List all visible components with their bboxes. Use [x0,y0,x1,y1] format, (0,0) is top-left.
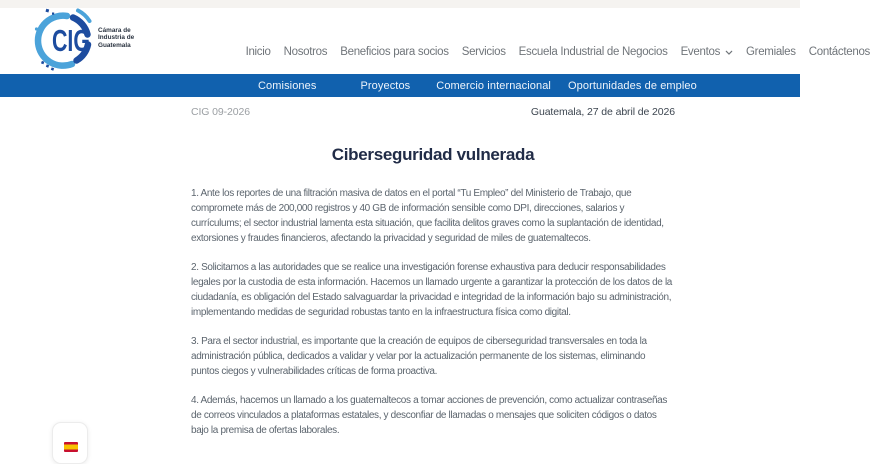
logo-wordmark: CIG [52,23,90,58]
subnav-item-proyectos[interactable]: Proyectos [360,79,411,92]
article-reference: CIG 09-2026 [191,106,251,118]
secondary-nav [0,74,800,97]
subnav-item-comercio-internacional[interactable]: Comercio internacional [436,79,551,92]
subnav-item-oportunidades-empleo[interactable]: Oportunidades de empleo [567,79,697,92]
nav-item-beneficios[interactable]: Beneficios para socios [340,46,449,58]
article-title: Ciberseguridad vulnerada [331,145,535,164]
nav-item-gremiales[interactable]: Gremiales [746,46,796,58]
article-dateline: Guatemala, 27 de abril de 2026 [530,106,675,118]
nav-item-servicios[interactable]: Servicios [461,46,506,58]
main-nav [246,46,870,58]
logo-tagline: Cámara de Industria de Guatemala [98,27,135,49]
article-paragraph: 1. Ante los reportes de una filtración masiva de datos en el portal “Tu Empleo” del Ministerio de Trabajo, que compromete más de 200,000 registros y 40 GB de información sensible como DPI, direcciones, salarios y currículums; el sector industrial lamenta esta situación, que facilita delitos graves como la suplantación de identidad, extorsiones y fraudes financieros, afectando la privacidad y seguridad de miles de guatemaltecos. [191,188,664,244]
nav-item-eventos[interactable]: Eventos [681,46,733,58]
nav-item-escuela[interactable]: Escuela Industrial de Negocios [518,46,668,58]
article-paragraph: 3. Para el sector industrial, es importante que la creación de equipos de ciberseguridad transversales en toda la administración pública, dedicados a validar y velar por la actualización permanente de los sistemas, eliminando puntos ciegos y vulnerabilidades críticas de forma proactiva. [191,336,647,377]
article-paragraph: 2. Solicitamos a las autoridades que se realice una investigación forense exhaustiva para deducir responsabilidades legales por la custodia de esta información. Hacemos un llamado urgente a garantizar la protección de los datos de la ciudadanía, es obligación del Estado salvaguardar la privacidad e integridad de la información bajo su administración, implementando medidas de seguridad robustas tanto en la infraestructura física como digital. [191,262,673,318]
cig-logo[interactable] [33,8,193,72]
article-meta [191,106,675,118]
site-header [0,8,870,74]
article-paragraph: 4. Además, hacemos un llamado a los guatemaltecos a tomar acciones de prevención, como actualizar contraseñas de correos vinculados a plataformas estatales, y desconfiar de llamadas o mensajes que soliciten códigos o datos bajo la premisa de ofertas laborales. [191,395,668,436]
nav-item-inicio[interactable]: Inicio [245,46,271,58]
chevron-down-icon [725,50,733,56]
press-release [191,97,675,452]
article-body [191,186,675,438]
top-strip [0,0,800,8]
nav-item-nosotros[interactable]: Nosotros [283,46,328,58]
spain-flag-icon [64,442,78,452]
nav-item-contactenos[interactable]: Contáctenos [808,46,870,58]
cig-gear-icon [33,8,153,72]
subnav-item-comisiones[interactable]: Comisiones [258,79,317,92]
language-switcher[interactable] [52,422,88,464]
